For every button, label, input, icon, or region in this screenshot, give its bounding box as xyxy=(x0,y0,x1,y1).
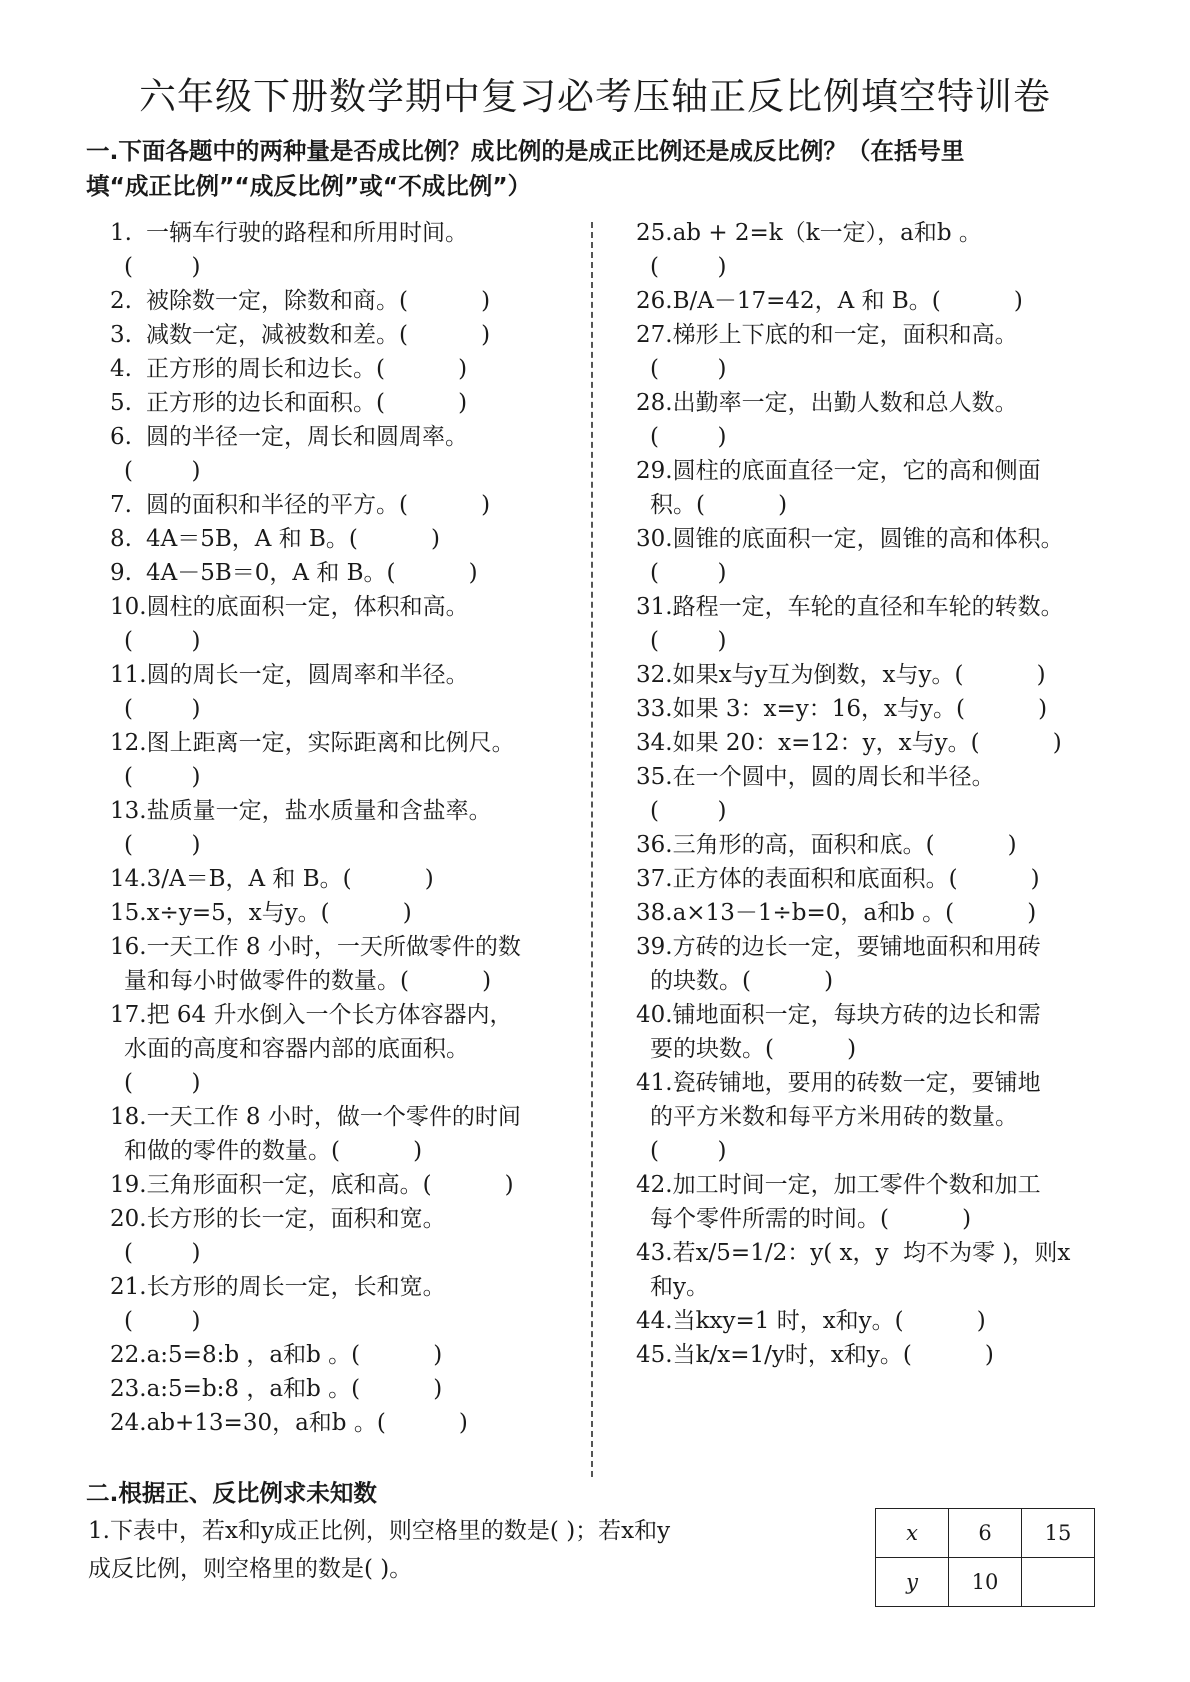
question-number: 11. xyxy=(110,662,147,688)
question-number: 21. xyxy=(110,1274,147,1300)
question-item xyxy=(636,216,1121,284)
table-cell: 6 xyxy=(949,1509,1022,1558)
question-item xyxy=(110,862,580,896)
question-continuation: ( ) xyxy=(124,764,201,790)
question-number: 42. xyxy=(636,1172,673,1198)
question-number: 45. xyxy=(636,1342,673,1368)
section1-heading xyxy=(86,134,1126,204)
question-number: 43. xyxy=(636,1240,673,1266)
question-text: 加工时间一定，加工零件个数和加工 xyxy=(672,1172,1041,1198)
question-item xyxy=(110,318,580,352)
question-text: 方砖的边长一定，要铺地面积和用砖 xyxy=(672,934,1041,960)
question-number: 35. xyxy=(636,764,673,790)
question-number: 17. xyxy=(110,1002,147,1028)
section2-question-1-line2: 成反比例，则空格里的数是( )。 xyxy=(88,1556,413,1582)
question-text: 三角形的高，面积和底。( ) xyxy=(672,832,1017,858)
question-item xyxy=(636,284,1121,318)
question-text: 圆的面积和半径的平方。( ) xyxy=(146,492,491,518)
question-number: 23. xyxy=(110,1376,147,1402)
question-text: 如果 3：x=y：16，x与y。( ) xyxy=(672,696,1048,722)
question-number: 44. xyxy=(636,1308,673,1334)
table-row xyxy=(876,1558,1095,1607)
table-row xyxy=(876,1509,1095,1558)
question-number: 8. xyxy=(110,526,132,552)
question-number: 3. xyxy=(110,322,132,348)
table-cell xyxy=(1022,1558,1095,1607)
question-continuation: ( ) xyxy=(124,832,201,858)
question-text: 出勤率一定，出勤人数和总人数。 xyxy=(672,390,1018,416)
question-number: 19. xyxy=(110,1172,147,1198)
question-continuation: ( ) xyxy=(124,1308,201,1334)
question-text: 减数一定，减被数和差。( ) xyxy=(146,322,491,348)
question-item xyxy=(636,1066,1121,1168)
question-number: 12. xyxy=(110,730,147,756)
question-number: 37. xyxy=(636,866,673,892)
question-text: a:5=8:b ，a和b 。( ) xyxy=(146,1342,443,1368)
question-item xyxy=(636,828,1121,862)
question-item xyxy=(636,1168,1121,1236)
table-cell: y xyxy=(876,1558,949,1607)
question-item xyxy=(110,930,580,998)
question-text: 圆的半径一定，周长和圆周率。 xyxy=(146,424,468,450)
question-item xyxy=(110,1406,580,1440)
question-continuation: ( ) xyxy=(650,254,727,280)
question-item xyxy=(110,386,580,420)
question-item xyxy=(636,1338,1121,1372)
question-text: 正方形的边长和面积。( ) xyxy=(146,390,468,416)
question-text: 圆柱的底面积一定，体积和高。 xyxy=(146,594,469,620)
question-item xyxy=(110,352,580,386)
question-item xyxy=(110,488,580,522)
question-number: 1. xyxy=(110,220,132,246)
question-item xyxy=(636,1304,1121,1338)
question-text: 被除数一定，除数和商。( ) xyxy=(146,288,491,314)
section2-question-1-line1: 1.下表中，若x和y成正比例，则空格里的数是( )；若x和y xyxy=(88,1518,671,1544)
question-text: 铺地面积一定，每块方砖的边长和需 xyxy=(672,1002,1041,1028)
question-item xyxy=(636,930,1121,998)
question-number: 15. xyxy=(110,900,147,926)
question-text: 当kxy=1 时，x和y。( ) xyxy=(672,1308,986,1334)
question-continuation: ( ) xyxy=(124,628,201,654)
question-text: 如果 20：x=12：y，x与y。( ) xyxy=(672,730,1062,756)
question-number: 32. xyxy=(636,662,673,688)
question-item xyxy=(636,522,1121,590)
question-number: 24. xyxy=(110,1410,147,1436)
question-number: 29. xyxy=(636,458,673,484)
question-text: 4A－5B＝0，A 和 B。( ) xyxy=(146,560,478,586)
question-text: x÷y=5，x与y。( ) xyxy=(146,900,412,926)
question-item xyxy=(110,1100,580,1168)
question-continuation: 每个零件所需的时间。( ) xyxy=(650,1206,972,1232)
question-item xyxy=(636,862,1121,896)
question-text: 圆锥的底面积一定，圆锥的高和体积。 xyxy=(672,526,1064,552)
question-number: 36. xyxy=(636,832,673,858)
question-number: 10. xyxy=(110,594,147,620)
question-number: 2. xyxy=(110,288,132,314)
question-text: 长方形的周长一定，长和宽。 xyxy=(146,1274,446,1300)
question-text: 3/A＝B，A 和 B。( ) xyxy=(146,866,434,892)
question-item xyxy=(110,998,580,1100)
question-continuation: ( ) xyxy=(124,1240,201,1266)
question-number: 25. xyxy=(636,220,673,246)
question-item xyxy=(110,216,580,284)
question-number: 26. xyxy=(636,288,673,314)
question-item xyxy=(636,386,1121,454)
question-text: 一天工作 8 小时，一天所做零件的数 xyxy=(146,934,521,960)
question-continuation: 量和每小时做零件的数量。( ) xyxy=(124,968,492,994)
question-item xyxy=(110,1372,580,1406)
question-text: 路程一定，车轮的直径和车轮的转数。 xyxy=(672,594,1064,620)
question-text: 当k/x=1/y时，x和y。( ) xyxy=(672,1342,994,1368)
question-number: 41. xyxy=(636,1070,673,1096)
question-text: 4A＝5B，A 和 B。( ) xyxy=(146,526,440,552)
question-continuation: 和y。 xyxy=(650,1274,709,1300)
question-item xyxy=(110,556,580,590)
question-continuation: ( ) xyxy=(124,1070,201,1096)
question-text: B/A－17=42，A 和 B。( ) xyxy=(672,288,1023,314)
question-item xyxy=(636,1236,1121,1304)
question-number: 6. xyxy=(110,424,132,450)
question-number: 9. xyxy=(110,560,132,586)
question-text: 把 64 升水倒入一个长方体容器内， xyxy=(146,1002,513,1028)
question-number: 31. xyxy=(636,594,673,620)
xy-table xyxy=(875,1508,1095,1607)
table-cell: 15 xyxy=(1022,1509,1095,1558)
question-text: ab + 2=k（k一定），a和b 。 xyxy=(672,220,982,246)
question-number: 22. xyxy=(110,1342,147,1368)
question-item xyxy=(110,896,580,930)
question-text: 图上距离一定，实际距离和比例尺。 xyxy=(146,730,515,756)
question-number: 28. xyxy=(636,390,673,416)
question-continuation: ( ) xyxy=(650,798,727,824)
question-continuation: 的块数。( ) xyxy=(650,968,834,994)
question-text: 长方形的长一定，面积和宽。 xyxy=(146,1206,446,1232)
question-number: 16. xyxy=(110,934,147,960)
question-item xyxy=(110,590,580,658)
question-text: 梯形上下底的和一定，面积和高。 xyxy=(672,322,1018,348)
question-text: 若x/5=1/2：y( x，y 均不为零 )，则x xyxy=(672,1240,1071,1266)
question-item xyxy=(110,726,580,794)
question-continuation: ( ) xyxy=(124,254,201,280)
question-text: 一天工作 8 小时，做一个零件的时间 xyxy=(146,1104,521,1130)
question-item xyxy=(110,284,580,318)
question-continuation: 的平方米数和每平方米用砖的数量。 xyxy=(650,1104,1018,1130)
question-number: 18. xyxy=(110,1104,147,1130)
question-continuation: 积。( ) xyxy=(650,492,788,518)
question-item xyxy=(636,998,1121,1066)
question-continuation: ( ) xyxy=(650,628,727,654)
question-text: 正方体的表面积和底面积。( ) xyxy=(672,866,1040,892)
right-question-column xyxy=(636,216,1121,1372)
question-item xyxy=(636,692,1121,726)
table-cell: x xyxy=(876,1509,949,1558)
question-text: 盐质量一定，盐水质量和含盐率。 xyxy=(146,798,492,824)
section2-question-1 xyxy=(88,1512,848,1588)
column-divider xyxy=(591,222,593,1477)
section1-heading-line1: 一.下面各题中的两种量是否成比例？成比例的是成正比例还是成反比例？（在括号里 xyxy=(86,137,965,165)
question-continuation: ( ) xyxy=(650,356,727,382)
question-text: ab+13=30，a和b 。( ) xyxy=(146,1410,468,1436)
question-item xyxy=(636,760,1121,828)
question-continuation: ( ) xyxy=(650,424,727,450)
question-continuation: 要的块数。( ) xyxy=(650,1036,857,1062)
question-text: a:5=b:8 ，a和b 。( ) xyxy=(146,1376,443,1402)
question-continuation: ( ) xyxy=(650,560,727,586)
question-number: 39. xyxy=(636,934,673,960)
question-continuation: ( ) xyxy=(650,1138,727,1164)
question-number: 30. xyxy=(636,526,673,552)
question-number: 33. xyxy=(636,696,673,722)
question-item xyxy=(636,726,1121,760)
question-text: 圆柱的底面直径一定，它的高和侧面 xyxy=(672,458,1041,484)
question-text: 瓷砖铺地，要用的砖数一定，要铺地 xyxy=(672,1070,1041,1096)
question-number: 20. xyxy=(110,1206,147,1232)
question-text: 一辆车行驶的路程和所用时间。 xyxy=(146,220,468,246)
question-continuation: 和做的零件的数量。( ) xyxy=(124,1138,423,1164)
question-item xyxy=(110,420,580,488)
question-number: 34. xyxy=(636,730,673,756)
question-item xyxy=(636,658,1121,692)
question-number: 4. xyxy=(110,356,132,382)
question-item xyxy=(110,522,580,556)
question-text: 如果x与y互为倒数，x与y。( ) xyxy=(672,662,1046,688)
question-number: 40. xyxy=(636,1002,673,1028)
question-text: 圆的周长一定，圆周率和半径。 xyxy=(146,662,469,688)
question-item xyxy=(636,896,1121,930)
question-item xyxy=(110,1168,580,1202)
question-text: 正方形的周长和边长。( ) xyxy=(146,356,468,382)
left-question-column xyxy=(110,216,580,1440)
question-item xyxy=(636,318,1121,386)
section2-heading: 二.根据正、反比例求未知数 xyxy=(86,1479,377,1507)
section1-heading-line2: 填“成正比例”“成反比例”或“不成比例”） xyxy=(86,172,532,200)
question-continuation: ( ) xyxy=(124,458,201,484)
question-number: 7. xyxy=(110,492,132,518)
question-item xyxy=(110,794,580,862)
question-item xyxy=(636,454,1121,522)
page-title: 六年级下册数学期中复习必考压轴正反比例填空特训卷 xyxy=(139,75,1051,118)
question-item xyxy=(110,1338,580,1372)
question-number: 13. xyxy=(110,798,147,824)
question-number: 5. xyxy=(110,390,132,416)
question-number: 27. xyxy=(636,322,673,348)
question-item xyxy=(636,590,1121,658)
question-continuation: ( ) xyxy=(124,696,201,722)
question-item xyxy=(110,658,580,726)
question-text: a×13－1÷b=0，a和b 。( ) xyxy=(672,900,1037,926)
question-continuation: 水面的高度和容器内部的底面积。 xyxy=(124,1036,469,1062)
question-item xyxy=(110,1270,580,1338)
question-number: 14. xyxy=(110,866,147,892)
question-text: 三角形面积一定，底和高。( ) xyxy=(146,1172,514,1198)
question-text: 在一个圆中，圆的周长和半径。 xyxy=(672,764,995,790)
question-item xyxy=(110,1202,580,1270)
table-cell: 10 xyxy=(949,1558,1022,1607)
question-number: 38. xyxy=(636,900,673,926)
